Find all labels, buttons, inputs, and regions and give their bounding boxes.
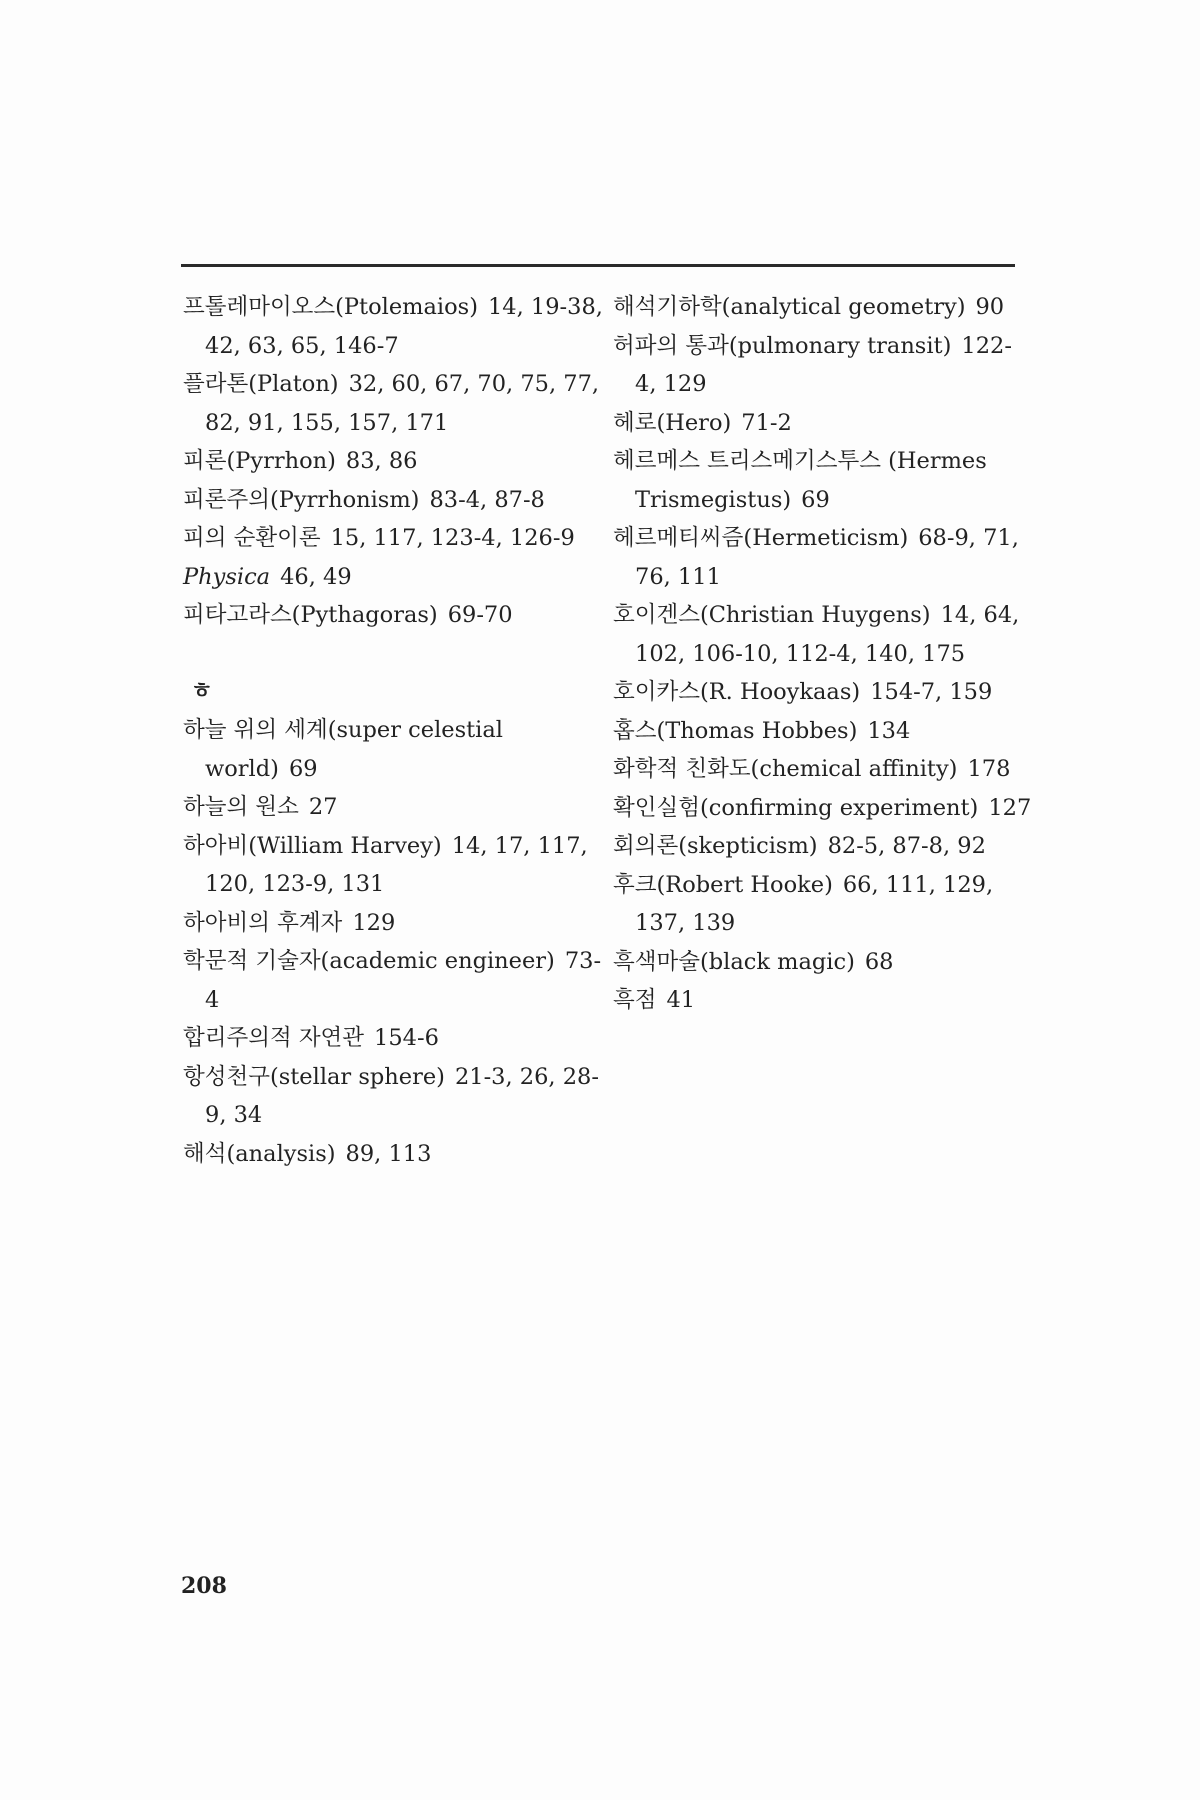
entry-term: 헤르메스 트리스메기스투스 (Hermes Trismegistus) bbox=[613, 448, 987, 513]
index-entry bbox=[183, 1135, 603, 1174]
index-entry bbox=[613, 712, 1033, 751]
index-entry bbox=[613, 596, 1033, 673]
index-entry bbox=[183, 596, 603, 635]
index-column-right bbox=[613, 288, 1033, 1020]
entry-pages: 89, 113 bbox=[345, 1140, 432, 1167]
entry-term: 흑점 bbox=[613, 987, 657, 1013]
index-column-left bbox=[183, 288, 603, 1173]
entry-pages: 14, 64, 102, 106-10, 112-4, 140, 175 bbox=[635, 602, 1020, 667]
entry-pages: 82-5, 87-8, 92 bbox=[827, 833, 986, 859]
entry-pages: 15, 117, 123-4, 126-9 bbox=[330, 525, 575, 551]
index-entry bbox=[183, 558, 603, 597]
entry-pages: 83-4, 87-8 bbox=[429, 486, 545, 513]
index-entry bbox=[613, 288, 1033, 327]
entry-term: 피의 순환이론 bbox=[183, 525, 321, 551]
entry-pages: 134 bbox=[867, 717, 911, 744]
index-entry bbox=[613, 943, 1033, 982]
index-entry bbox=[613, 327, 1033, 404]
index-entry bbox=[613, 789, 1033, 828]
index-entry bbox=[613, 866, 1033, 943]
index-entry bbox=[613, 519, 1033, 596]
entry-term: 호이겐스(Christian Huygens) bbox=[613, 602, 931, 628]
entry-pages: 21-3, 26, 28-9, 34 bbox=[205, 1063, 599, 1128]
entry-term: 피타고라스(Pythagoras) bbox=[183, 602, 438, 628]
entry-pages: 122-4, 129 bbox=[635, 332, 1012, 397]
entry-term: 해석(analysis) bbox=[183, 1140, 336, 1167]
entry-pages: 14, 19-38, 42, 63, 65, 146-7 bbox=[205, 294, 603, 359]
entry-pages: 73-4 bbox=[205, 948, 602, 1013]
index-entry bbox=[183, 365, 603, 442]
index-entry bbox=[183, 1058, 603, 1135]
index-entry bbox=[183, 711, 603, 788]
index-entry bbox=[183, 827, 603, 904]
entry-pages: 32, 60, 67, 70, 75, 77, 82, 91, 155, 157, 171 bbox=[205, 371, 600, 436]
entry-pages: 127 bbox=[988, 794, 1032, 821]
entry-term: 플라톤(Platon) bbox=[183, 371, 339, 397]
entry-pages: 129 bbox=[352, 909, 396, 936]
entry-pages: 66, 111, 129, 137, 139 bbox=[635, 871, 994, 936]
entry-term: 화학적 친화도(chemical affinity) bbox=[613, 756, 958, 782]
entry-pages: 68-9, 71, 76, 111 bbox=[635, 525, 1019, 590]
entry-pages: 41 bbox=[666, 987, 696, 1013]
entry-pages: 154-6 bbox=[374, 1025, 439, 1051]
entry-pages: 178 bbox=[967, 756, 1011, 782]
entry-pages: 69 bbox=[288, 755, 318, 782]
entry-term: 해석기하학(analytical geometry) bbox=[613, 294, 966, 320]
entry-term: 헤르메티씨즘(Hermeticism) bbox=[613, 525, 909, 551]
index-entry bbox=[613, 442, 1033, 519]
index-entry bbox=[613, 750, 1033, 789]
entry-pages: 27 bbox=[308, 794, 338, 820]
index-entry bbox=[613, 827, 1033, 866]
entry-term: 피론주의(Pyrrhonism) bbox=[183, 486, 420, 513]
section-letter-heading: ㅎ bbox=[191, 678, 213, 704]
entry-term: 회의론(skepticism) bbox=[613, 833, 818, 859]
entry-pages: 14, 17, 117, 120, 123-9, 131 bbox=[205, 832, 588, 897]
entry-term: 헤로(Hero) bbox=[613, 409, 732, 436]
entries-bottom bbox=[183, 711, 603, 1173]
entry-term: 프톨레마이오스(Ptolemaios) bbox=[183, 294, 478, 320]
index-entry bbox=[183, 288, 603, 365]
entry-pages: 90 bbox=[975, 294, 1005, 320]
entry-term: 합리주의적 자연관 bbox=[183, 1025, 365, 1051]
entry-term: Physica bbox=[183, 563, 271, 590]
entry-pages: 83, 86 bbox=[345, 448, 418, 474]
page-number: 208 bbox=[181, 1573, 227, 1599]
entries-top bbox=[183, 288, 603, 635]
index-entry bbox=[613, 404, 1033, 443]
entry-term: 하늘의 원소 bbox=[183, 794, 299, 820]
entry-pages: 68 bbox=[864, 948, 894, 975]
entry-term: 피론(Pyrrhon) bbox=[183, 448, 336, 474]
index-entry bbox=[183, 904, 603, 943]
header-rule bbox=[181, 264, 1015, 267]
entry-term: 하아비(William Harvey) bbox=[183, 832, 442, 859]
entry-pages: 71-2 bbox=[741, 409, 792, 436]
entry-term: 허파의 통과(pulmonary transit) bbox=[613, 332, 952, 359]
index-entry bbox=[183, 1019, 603, 1058]
entry-pages: 46, 49 bbox=[280, 563, 352, 590]
entry-term: 홉스(Thomas Hobbes) bbox=[613, 717, 858, 744]
index-entry bbox=[183, 942, 603, 1019]
index-entry bbox=[183, 519, 603, 558]
index-entry bbox=[183, 788, 603, 827]
entry-pages: 69 bbox=[801, 486, 830, 513]
index-entry bbox=[183, 481, 603, 520]
entry-term: 호이카스(R. Hooykaas) bbox=[613, 679, 861, 705]
entry-pages: 69-70 bbox=[447, 602, 513, 628]
entry-pages: 154-7, 159 bbox=[870, 679, 993, 705]
entry-term: 흑색마술(black magic) bbox=[613, 948, 855, 975]
entry-term: 하늘 위의 세계(super celestial world) bbox=[183, 717, 503, 782]
index-entry bbox=[613, 673, 1033, 712]
index-entry bbox=[183, 442, 603, 481]
index-entry bbox=[613, 981, 1033, 1020]
entry-term: 후크(Robert Hooke) bbox=[613, 871, 833, 898]
entry-term: 확인실험(confirming experiment) bbox=[613, 794, 979, 821]
entry-term: 항성천구(stellar sphere) bbox=[183, 1063, 445, 1090]
entry-term: 하아비의 후계자 bbox=[183, 909, 343, 936]
entry-term: 학문적 기술자(academic engineer) bbox=[183, 948, 555, 974]
